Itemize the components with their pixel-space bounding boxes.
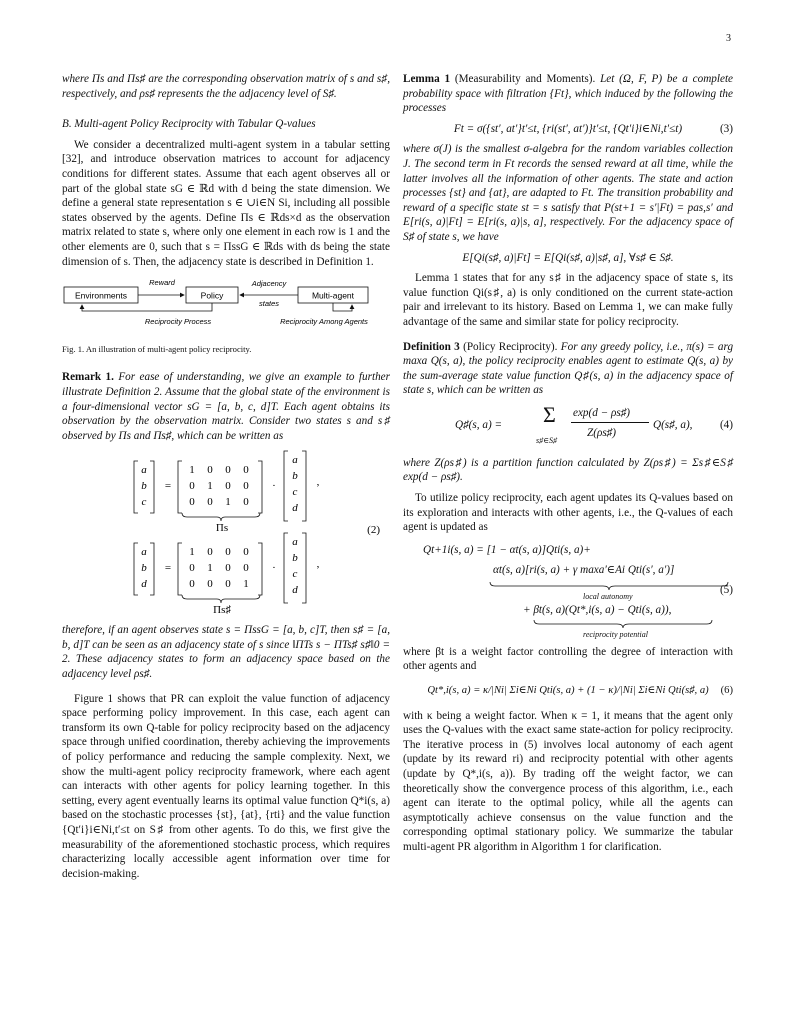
eq2-vec-right-bracket-open — [284, 451, 288, 521]
eq2-vec-left-bracket-close — [150, 543, 154, 595]
eq2-comma: , — [316, 476, 320, 489]
eq2-vec-left-entry: d — [141, 578, 147, 591]
eq2-vec-right-entry: c — [292, 568, 298, 581]
section-heading: B. Multi-agent Policy Reciprocity with Tabular Q-values — [62, 118, 316, 131]
eq2-matrix-bracket-close — [258, 461, 262, 513]
equation-3 — [403, 122, 733, 137]
equation-3-number: (3) — [719, 122, 733, 135]
lemma-body: where σ(J) is the smallest σ-algebra for the random variables collection J. The second term in Ft records the sensed reward at all time, while the latter involves all the information of other agents. The state and action processes {st} and {at}, are adapted to Ft. The transition probability and reward of a specific state st = s satisfy that P(st+1 = s′|Ft) = pas,s′ and E[ri(s, a)|Ft] = E[ri(s, a)|s, a], respectively. For the adjacency space of S♯ of state s, we have — [403, 143, 733, 243]
box-multi-agent-label: Multi-agent — [311, 290, 355, 301]
lemma-equation: E[Qi(s♯, a)|Ft] = E[Qi(s♯, a)|s♯, a], ∀s♯ ∈ S♯. — [462, 251, 674, 264]
box-policy-label: Policy — [200, 290, 224, 301]
eq2-matrix-entry: 0 — [189, 562, 195, 575]
eq2-matrix-entry: 0 — [225, 578, 231, 591]
equation-5-line3: + βt(s, a)(Qt*,i(s, a) − Qti(s, a)), — [523, 603, 672, 616]
eq2-matrix-entry: 0 — [207, 464, 213, 477]
lemma-intro: Let (Ω, F, P) be a complete probability space with filtration {Ft}, which induced by the following the processes — [403, 73, 734, 115]
eq2-matrix-bracket-open — [178, 461, 182, 513]
eq2-matrix-entry: 0 — [189, 480, 195, 493]
eq2-matrix-entry: 1 — [243, 578, 249, 591]
figure-caption: Fig. 1. An illustration of multi-agent policy reciprocity. — [62, 343, 252, 354]
equation-4 — [403, 401, 733, 450]
eq2-matrix-entry: 0 — [225, 546, 231, 559]
partition-paragraph: where Z(ρs♯) is a partition function calculated by Z(ρs♯) = Σs♯∈S♯ exp(d − ρs♯). — [403, 456, 733, 484]
equation-4-number: (4) — [719, 418, 733, 431]
eq2-matrix-entry: 0 — [243, 496, 249, 509]
eq2-vec-left-entry: a — [141, 464, 147, 477]
figure1-paragraph: Figure 1 shows that PR can exploit the value function of adjacency space performing policy improvement. In this case, each agent can transform its own Q-table for policy reciprocity based on the adjacency space through unified coordination, thereby achieving the improvements of policy performance and reducing the sample complexity. Next, we show the multi-agent policy reciprocity framework, where each agent can interacts with other agents for policy learning together. In this setting, every agent eventually learns its optimal value function Q*i(s, a) based on the stochastic processes {st}, {at}, {rti} and the value function {Qt′i}i∈Ni,t′≤t on S♯ from other agents. To do this, we first give the measurability of the aforementioned stochastic process, which requires characterizing locally accessible agent information over time for decision-making. — [62, 692, 390, 880]
figure-1 — [62, 279, 390, 334]
eq2-underbrace — [182, 513, 260, 521]
eq2-matrix-entry: 1 — [207, 480, 213, 493]
arrow-adjacency-label: Adjacency — [251, 279, 287, 289]
equation-4-rhs: Q(s♯, a), — [653, 418, 693, 431]
equation-4-lhs: Q♯(s, a) = — [455, 418, 503, 431]
left-column — [62, 72, 390, 881]
eq2-matrix-entry: 1 — [189, 464, 195, 477]
eq2-equals: = — [164, 480, 172, 493]
equation-6-body: Qt*,i(s, a) = κ/|Ni| Σi∈Ni Qti(s, a) + (1 − κ)/|Ni| Σi∈Ni Qti(s♯, a) — [427, 685, 709, 697]
figure-1-diagram — [62, 279, 390, 329]
box-environments-label: Environments — [75, 290, 127, 301]
eq2-matrix-entry: 0 — [225, 464, 231, 477]
eq2-vec-left-entry: c — [141, 496, 147, 509]
eq2-matrix-entry: 0 — [243, 464, 249, 477]
equation-5-line2: αt(s, a)[ri(s, a) + γ maxa′∈Ai Qti(s′, a′)] — [493, 563, 675, 576]
lemma-paragraph — [403, 72, 733, 116]
eq2-vec-left-bracket-open — [134, 543, 138, 595]
definition-text: For any greedy policy, i.e., π(s) = arg maxa Q(s, a), the policy reciprocity enables agent to estimate Q(s, a) by the sum-average state value function Q♯(s, a) in the adjacency space of state s, which can be written as — [403, 340, 734, 397]
right-column — [403, 72, 733, 855]
eq2-matrix-entry: 0 — [207, 496, 213, 509]
eq2-underbrace — [182, 595, 260, 603]
equation-4-denominator: Z(ρs♯) — [587, 426, 616, 439]
eq2-number: (2) — [367, 524, 380, 537]
eq2-matrix-bracket-open — [178, 543, 182, 595]
section-paragraph: We consider a decentralized multi-agent system in a tabular setting [32], and introduce observation matrices to account for adjacency conditions for different states. Assume that each agent observes all or part of the global state sG ∈ ℝd with d being the state dimension. We define a general state representation s ∈ ∪i∈N Si, including all possible states observed by the agents. Define Πs ∈ ℝds×d as the observation matrix related to state s, where only one element in each row is 1 and the other elements are 0, such that s = ΠssG ∈ ℝds with ds being the state dimension of s. Then, the adjacency state is described in Definition 1. — [62, 138, 390, 268]
eq2-vec-right-bracket-close — [302, 533, 306, 603]
eq2-matrix-entry: 0 — [243, 480, 249, 493]
eq2-vec-right-entry: b — [292, 552, 298, 565]
eq2-brace-label: Πs♯ — [213, 604, 231, 617]
eq2-dot: · — [272, 562, 276, 575]
label-reciprocity-process: Reciprocity Process — [144, 317, 212, 327]
eq2-comma: , — [316, 558, 320, 571]
eq2-vec-right-entry: d — [292, 584, 298, 597]
eq2-vec-right-entry: c — [292, 486, 298, 499]
eq2-matrix-entry: 0 — [243, 562, 249, 575]
arrow-states-label: states — [258, 299, 280, 309]
definition-paragraph — [403, 340, 733, 398]
lemma-label: Lemma 1 — [403, 73, 451, 85]
eq2-matrix-entry: 0 — [243, 546, 249, 559]
definition-label: Definition 3 — [403, 340, 460, 353]
eq2-matrix-entry: 1 — [225, 496, 231, 509]
page-number: 3 — [726, 33, 731, 44]
kappa-paragraph: with κ being a weight factor. When κ = 1, it means that the agent only uses the Q-values with the exact same state-action for policy reciprocity. The iterative process in (5) involves local autonomy of each agent (update by its reward ri) and reciprocity potential with other agents (update by Q*,i(s, a)). By trading off the weight factor, we can theoretically show the convergence process of this algorithm, i.e., each agent can iterate to the optimal policy, while all the agents can asymptotically achieve consensus on the value function and the corresponding optimal stationary policy. We summarize the tabular multi-agent PR algorithm in Algorithm 1 for clarification. — [403, 709, 733, 853]
eq2-vec-left-bracket-open — [134, 461, 138, 513]
eq2-vec-right-bracket-open — [284, 533, 288, 603]
eq2-vec-left-entry: b — [141, 480, 147, 493]
equation-2-matrices — [62, 449, 390, 617]
equation-5-brace2-label: reciprocity potential — [583, 629, 648, 639]
equation-6 — [403, 684, 733, 699]
lemma-after-paragraph: Lemma 1 states that for any s♯ in the adjacency space of state s, its value function Qi(s♯, a) is only conditioned on the current state-action pair and irrelevant to its history. Based on Lemma 1, we can make fully advantage of the same and similar state for policy reciprocity. — [403, 272, 733, 328]
eq2-matrix-entry: 1 — [189, 546, 195, 559]
eq2-vec-right-bracket-close — [302, 451, 306, 521]
eq2-matrix-entry: 0 — [189, 578, 195, 591]
equation-2 — [62, 449, 390, 617]
multi-agent-loop — [333, 303, 352, 311]
equation-5 — [403, 541, 733, 639]
eq2-dot: · — [272, 480, 276, 493]
eq2-matrix-entry: 1 — [207, 562, 213, 575]
remark-label: Remark 1. — [62, 371, 114, 384]
feedback-loop — [82, 303, 212, 311]
eq2-vec-right-entry: d — [292, 502, 298, 515]
label-reciprocity-among: Reciprocity Among Agents — [280, 317, 368, 327]
equation-5-line1: Qt+1i(s, a) = [1 − αt(s, a)]Qti(s, a)+ — [423, 543, 591, 556]
eq2-matrix-entry: 0 — [225, 480, 231, 493]
eq2-matrix-entry: 0 — [207, 578, 213, 591]
therefore-paragraph: therefore, if an agent observes state s = ΠssG = [a, b, c]T, then s♯ = [a, b, d]T can be seen as an adjacency state of s since ‖ΠTs s − ΠTs♯ s♯‖0 = 2. These adjacency states to form an adjacency space based on the adjacency level ρs♯. — [62, 624, 390, 681]
equation-6-number: (6) — [720, 685, 733, 697]
intro-paragraph: where Πs and Πs♯ are the corresponding observation matrix of s and s♯, respectively, and ρs♯ represents the the adjacency level of S♯. — [62, 73, 390, 100]
eq2-vec-right-entry: a — [292, 536, 298, 549]
eq2-equals: = — [164, 562, 172, 575]
equation-5-brace1-label: local autonomy — [583, 591, 633, 601]
remark-paragraph — [62, 370, 390, 443]
eq2-matrix-entry: 0 — [207, 546, 213, 559]
equation-4-sum-sub: s♯∈S♯ — [536, 435, 558, 445]
arrow-reward-label: Reward — [149, 279, 175, 288]
eq2-brace-label: Πs — [215, 522, 229, 535]
equation-4-fraction-bar — [571, 422, 649, 423]
eq2-matrix-bracket-close — [258, 543, 262, 595]
eq2-matrix-entry: 0 — [225, 562, 231, 575]
equation-4-numerator: exp(d − ρs♯) — [573, 406, 631, 419]
definition-title: (Policy Reciprocity). — [463, 340, 558, 353]
equation-5-number: (5) — [719, 583, 733, 596]
eq2-vec-right-entry: b — [292, 470, 298, 483]
eq2-matrix-entry: 0 — [189, 496, 195, 509]
lemma-title: (Measurability and Moments). — [454, 73, 596, 85]
eq2-vec-left-bracket-close — [150, 461, 154, 513]
eq2-vec-right-entry: a — [292, 454, 298, 467]
eq2-vec-left-entry: b — [141, 562, 147, 575]
equation-4-sum: Σ — [543, 401, 556, 427]
equation-3-body: Ft = σ({st′, at′}t′≤t, {ri(st′, at′)}t′≤t, {Qt′i}i∈Ni,t′≤t) — [453, 122, 683, 135]
beta-paragraph: where βt is a weight factor controlling the degree of interaction with other agents and — [403, 645, 733, 673]
remark-text: For ease of understanding, we give an example to further illustrate Definition 2. Assume that the global state of the environment is a four-dimensional vector sG = [a, b, c, d]T. Each agent obtains its observation by the observation matrix. Consider two states s and s♯ observed by Πs and Πs♯, which can be written as — [62, 371, 390, 442]
utilize-paragraph: To utilize policy reciprocity, each agent updates its Q-values based on its exploration and interacts with other agents, i.e., the Q-values of each agent is updated as — [403, 492, 733, 534]
eq2-vec-left-entry: a — [141, 546, 147, 559]
